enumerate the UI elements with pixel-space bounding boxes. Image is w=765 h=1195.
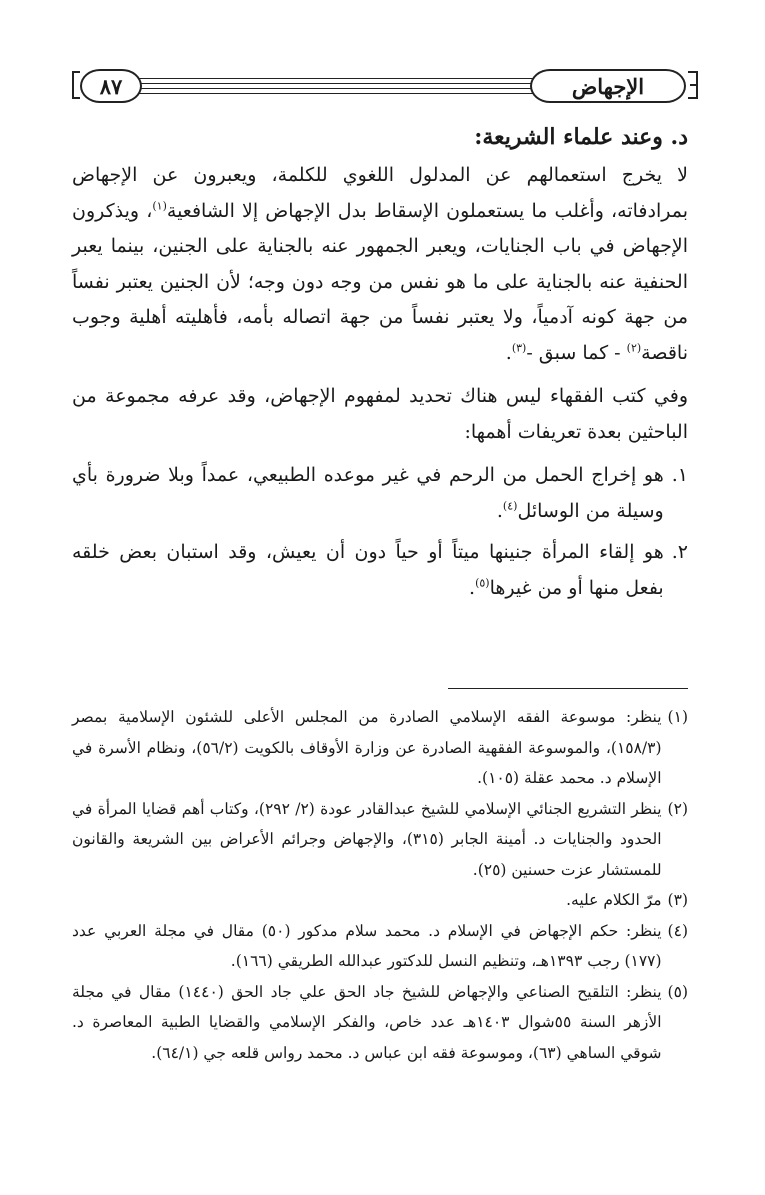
footnote <box>72 885 688 916</box>
footnote-text: ينظر: موسوعة الفقه الإسلامي الصادرة من المجلس الأعلى للشئون الإسلامية بمصر (١٥٨/٣)، والموسوعة الفقهية الصادرة عن وزارة الأوقاف بالكويت (٥٦/٢)، ونظام الأسرة في الإسلام د. محمد عقلة (١٠٥). <box>72 708 662 787</box>
section-heading: د. وعند علماء الشريعة: <box>474 124 688 150</box>
header-rule <box>136 93 542 94</box>
footnote-text: ينظر: حكم الإجهاض في الإسلام د. محمد سلام مدكور (٥٠) مقال في مجلة العربي عدد (١٧٧) رجب ١٣٩٣هـ، وتنظيم النسل للدكتور عبدالله الطريقي (١٦٦). <box>72 921 662 970</box>
header-rule <box>136 78 542 79</box>
running-header <box>72 62 692 112</box>
definition-text: هو إلقاء المرأة جنينها ميتاً أو حياً دون أن يعيش، وقد استبان بعض خلقه بفعل منها أو من غيرها <box>72 541 664 599</box>
footnote-ref[interactable]: (٥) <box>475 576 490 590</box>
footnote-ref[interactable]: (١) <box>152 199 167 213</box>
footnote <box>72 977 688 1069</box>
definitions-list <box>72 458 688 606</box>
footnote-text: مرّ الكلام عليه. <box>566 891 662 909</box>
punctuation: . <box>496 499 503 522</box>
footnote-number: (٢) <box>667 799 688 818</box>
paragraph-text: ، ويذكرون الإجهاض في باب الجنايات، ويعبر الجمهور عنه بالجناية على الجنين، بينما يعبر الحنفية عنه بالجناية على ما هو نفس من وجه دون وجه؛ لأن الجنين يعتبر نفساً من جهة كونه آدمياً، ولا يعتبر نفساً من جهة اتصاله بأمه، فأهليته أهلية وجوب ناقصة <box>72 199 688 364</box>
header-left-bracket <box>72 71 80 99</box>
list-item <box>72 458 688 529</box>
list-number: ٢. <box>671 541 688 563</box>
paragraph-text: - كما سبق - <box>526 341 627 364</box>
footnote-number: (٣) <box>667 891 688 909</box>
footnote-number: (٥) <box>667 982 688 1001</box>
definition-text: هو إخراج الحمل من الرحم في غير موعده الطبيعي، عمداً وبلا ضرورة بأي وسيلة من الوسائل <box>72 464 664 522</box>
paragraph-text: . <box>505 341 512 364</box>
paragraph: وفي كتب الفقهاء ليس هناك تحديد لمفهوم الإجهاض، وقد عرفه مجموعة من الباحثين بعدة تعريفات أهمها: <box>72 385 688 443</box>
chapter-title: الإجهاض <box>530 69 686 103</box>
header-rule <box>136 83 542 84</box>
footnote-separator <box>448 688 688 689</box>
list-number: ١. <box>671 464 688 486</box>
list-text <box>72 535 664 606</box>
punctuation: . <box>469 576 476 599</box>
footnotes <box>72 702 688 1068</box>
footnote-text: ينظر: التلقيح الصناعي والإجهاض للشيخ جاد الحق علي جاد الحق (١٤٤٠) مقال في مجلة الأزهر السنة ٥٥شوال ١٤٠٣هـ عدد خاص، والفكر الإسلامي والقضايا الطبية المعاصرة د. شوقي الساهي (٦٣)، وموسوعة فقه ابن عباس د. محمد رواس قلعه جي (٦٤/١). <box>72 982 662 1062</box>
list-item <box>72 535 688 606</box>
page-number: ٨٧ <box>80 69 142 103</box>
paragraph <box>72 158 688 371</box>
header-rule <box>136 88 542 89</box>
main-text <box>72 118 688 612</box>
footnote <box>72 794 688 886</box>
header-right-bracket <box>688 71 698 99</box>
footnote-text: ينظر التشريع الجنائي الإسلامي للشيخ عبدالقادر عودة (٢/ ٢٩٢)، وكتاب أهم قضايا المرأة في الحدود والجنايات د. أمينة الجابر (٣١٥)، والإجهاض وجرائم الأعراض بين الشريعة والقانون للمستشار عزت حسنين (٢٥). <box>72 799 662 879</box>
footnote <box>72 916 688 977</box>
footnote-number: (١) <box>667 708 688 726</box>
footnote-number: (٤) <box>667 921 688 940</box>
paragraph-text: لا يخرج استعمالهم عن المدلول اللغوي للكلمة، ويعبرون عن الإجهاض بمرادفاته، وأغلب ما يستعملون الإسقاط بدل الإجهاض إلا الشافعية <box>72 164 688 222</box>
footnote-ref[interactable]: (٢) <box>626 341 642 355</box>
footnote-ref[interactable]: (٣) <box>511 341 527 355</box>
footnote <box>72 702 688 794</box>
footnote-ref[interactable]: (٤) <box>502 499 518 513</box>
list-text <box>72 458 664 529</box>
